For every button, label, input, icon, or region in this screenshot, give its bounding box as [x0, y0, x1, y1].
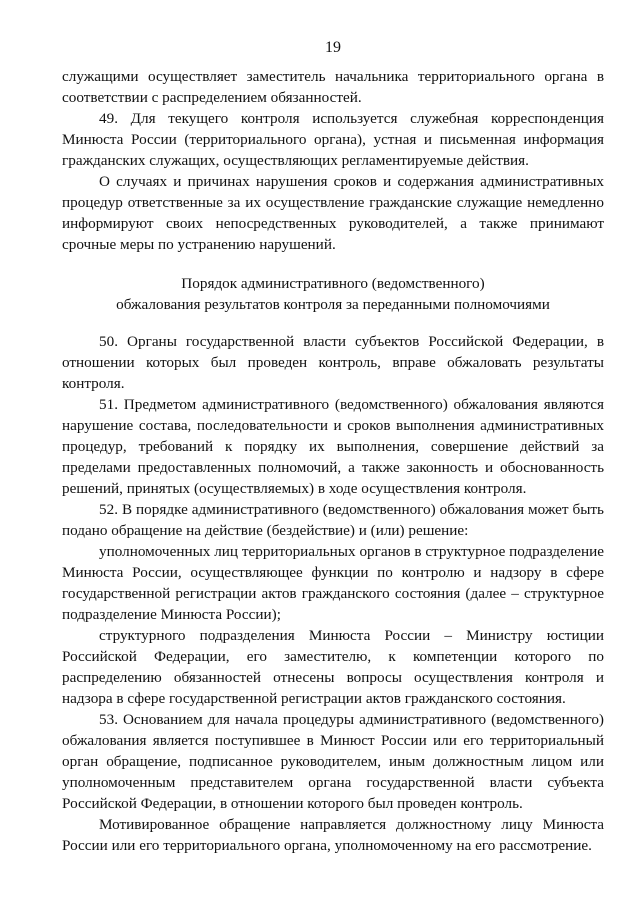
paragraph-51: 51. Предметом административного (ведомственного) обжалования являются нарушение состава, последовательности и сроков выполнения административных процедур, требований к порядку их выполнения, совершение действий за пределами предоставленных полномочий, а также законность и обоснованность решений, принятых (осуществляемых) в ходе осуществления контроля. [62, 396, 604, 497]
section-heading-line-1: Порядок административного (ведомственного) [181, 275, 485, 292]
page-number: 19 [325, 39, 341, 56]
appeal-section [62, 331, 604, 856]
section-heading [62, 273, 604, 315]
paragraph-52-item-1: уполномоченных лиц территориальных органов в структурное подразделение Минюста России, осуществляющее функции по контролю и надзору в сфере государственной регистрации актов гражданского состояния (далее – структурное подразделение Минюста России); [62, 543, 604, 623]
paragraph-53: 53. Основанием для начала процедуры административного (ведомственного) обжалования является поступившее в Минюст России или его территориальный орган обращение, подписанное руководителем, иным должностным лицом или уполномоченным представителем органа государственной власти субъекта Российской Федерации, в отношении которого был проведен контроль. [62, 711, 604, 812]
paragraph-49: 49. Для текущего контроля используется служебная корреспонденция Минюста России (территориального органа), устная и письменная информация гражданских служащих, осуществляющих регламентируемые действия. [62, 110, 604, 169]
paragraph-violations: О случаях и причинах нарушения сроков и содержания административных процедур ответственные за их осуществление гражданские служащие немедленно информируют своих непосредственных руководителей, а также принимают срочные меры по устранению нарушений. [62, 173, 604, 253]
top-section [62, 66, 604, 255]
paragraph-52: 52. В порядке административного (ведомственного) обжалования может быть подано обращение на действие (бездействие) и (или) решение: [62, 501, 604, 539]
paragraph-52-item-2: структурного подразделения Минюста России – Министру юстиции Российской Федерации, его заместителю, к компетенции которого по распределению обязанностей отнесены вопросы осуществления контроля и надзора в сфере государственной регистрации актов гражданского состояния. [62, 627, 604, 707]
paragraph-50: 50. Органы государственной власти субъектов Российской Федерации, в отношении которых был проведен контроль, вправе обжаловать результаты контроля. [62, 333, 604, 392]
paragraph-motivated-appeal: Мотивированное обращение направляется должностному лицу Минюста России или его территориального органа, уполномоченному на его рассмотрение. [62, 816, 604, 854]
paragraph-continuation: служащими осуществляет заместитель начальника территориального органа в соответствии с распределением обязанностей. [62, 68, 604, 106]
section-heading-line-2: обжалования результатов контроля за переданными полномочиями [116, 296, 550, 313]
